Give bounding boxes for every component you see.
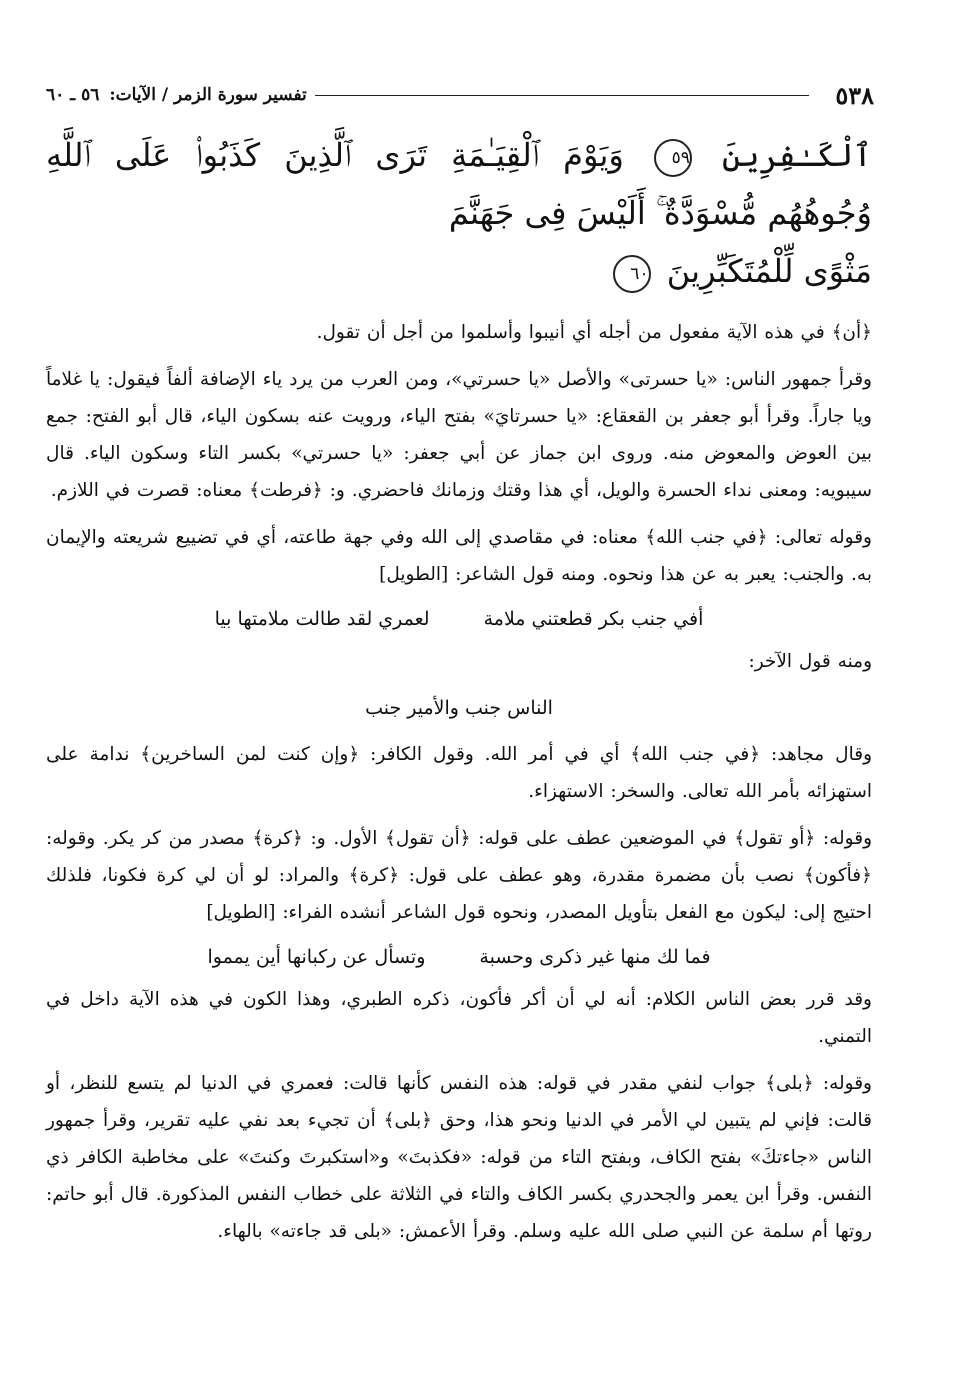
commentary-paragraph: وقال مجاهد: ﴿في جنب الله﴾ أي في أمر الله. وقول الكافر: ﴿وإن كنت لمن الساخرين﴾ ندامة على استهزائه بأمر الله تعالى. والسخر: الاستهزاء.: [46, 744, 872, 802]
poetry-verse: [46, 937, 872, 977]
quran-verses: [46, 126, 872, 300]
quran-text: ٱلْكَـٰفِرِينَ: [722, 136, 873, 174]
quran-text: مَثْوًى لِّلْمُتَكَبِّرِينَ: [666, 252, 872, 290]
verse-first-hemistich: أفي جنب بكر قطعتني ملامة: [483, 608, 704, 630]
running-title: تفسير سورة الزمر / الآيات:: [109, 85, 307, 105]
commentary-paragraph: ومنه قول الآخر:: [748, 651, 872, 672]
page-number: ٥٣٨: [835, 80, 874, 110]
commentary-paragraph: وقد قرر بعض الناس الكلام: أنه لي أن أكر فأكون، ذكره الطبري، وهذا الكون في هذه الآية داخل في التمني.: [46, 989, 872, 1047]
quran-text: وَيَوْمَ ٱلْقِيَـٰمَةِ تَرَى ٱلَّذِينَ كَذَبُوا۟ عَلَى ٱللَّهِ وُجُوهُهُم مُّسْوَدَّةٌ ۚ أَلَيْسَ فِى جَهَنَّمَ: [46, 136, 872, 232]
page-header: [46, 78, 874, 112]
ayah-number-marker: ٥٩: [654, 139, 692, 177]
verse-second-hemistich: وتسأل عن ركبانها أين يمموا: [207, 946, 426, 968]
commentary-paragraph: ﴿أن﴾ في هذه الآية مفعول من أجله أي أنيبوا وأسلموا من أجل أن تقول.: [316, 322, 872, 343]
verse-second-hemistich: لعمري لقد طالت ملامتها بيا: [214, 608, 430, 630]
commentary-paragraph: وقوله: ﴿أو تقول﴾ في الموضعين عطف على قوله: ﴿أن تقول﴾ الأول. و: ﴿كرة﴾ مصدر من كر يكر. وقوله: ﴿فأكون﴾ نصب بأن مضمرة مقدرة، وهو عطف على قول: ﴿كرة﴾ والمراد: لو أن لي كرة فكونا، فلذلك احتيج إلى: ليكون مع الفعل بتأويل المصدر، ونحوه قول الشاعر أنشده الفراء: [الطويل]: [46, 828, 872, 923]
verse-range: ٥٦ ـ ٦٠: [46, 85, 100, 105]
commentary-paragraph: وقرأ جمهور الناس: «يا حسرتى» والأصل «يا حسرتي»، ومن العرب من يرد ياء الإضافة ألفاً فيقول: يا غلاماً ويا جاراً. وقرأ أبو جعفر بن القعقاع: «يا حسرتايَ» بفتح الياء، ورويت عنه بسكون الياء، قال أبو الفتح: جمع بين العوض والمعوض منه. وروى ابن جماز عن أبي جعفر: «يا حسرتي» بكسر التاء وسكون الياء. قال سيبويه: ومعنى نداء الحسرة والويل، أي هذا وقتك وزمانك فاحضري. و: ﴿فرطت﴾ معناه: قصرت في اللازم.: [46, 369, 872, 501]
poetry-verse: [46, 599, 872, 639]
verse-first-hemistich: فما لك منها غير ذكرى وحسبة: [479, 946, 711, 968]
ayah-number-marker: ٦٠: [613, 255, 651, 293]
commentary-paragraph: وقوله تعالى: ﴿في جنب الله﴾ معناه: في مقاصدي إلى الله وفي جهة طاعته، أي في تضييع شريعته والإيمان به. والجنب: يعبر به عن هذا ونحوه. ومنه قول الشاعر: [الطويل]: [46, 527, 872, 585]
commentary-paragraph: وقوله: ﴿بلى﴾ جواب لنفي مقدر في قوله: هذه النفس كأنها قالت: فعمري في الدنيا لم يتسع للنظر، أو قالت: فإني لم يتبين لي الأمر في الدنيا ونحو هذا، وحق ﴿بلى﴾ أن تجيء بعد نفي عليه تقرير، وقرأ جمهور الناس «جاءتكَ» بفتح الكاف، وبفتح التاء من قوله: «فكذبتَ» و«استكبرتَ وكنتَ» على مخاطبة الكافر ذي النفس. وقرأ ابن يعمر والجحدري بكسر الكاف والتاء في الثلاثة على خطاب النفس المذكورة. قال أبو حاتم: روتها أم سلمة عن النبي صلى الله عليه وسلم. وقرأ الأعمش: «بلى قد جاءته» بالهاء.: [46, 1073, 872, 1242]
header-rule: [315, 95, 810, 96]
poetry-line: الناس جنب والأمير جنب: [365, 697, 553, 719]
